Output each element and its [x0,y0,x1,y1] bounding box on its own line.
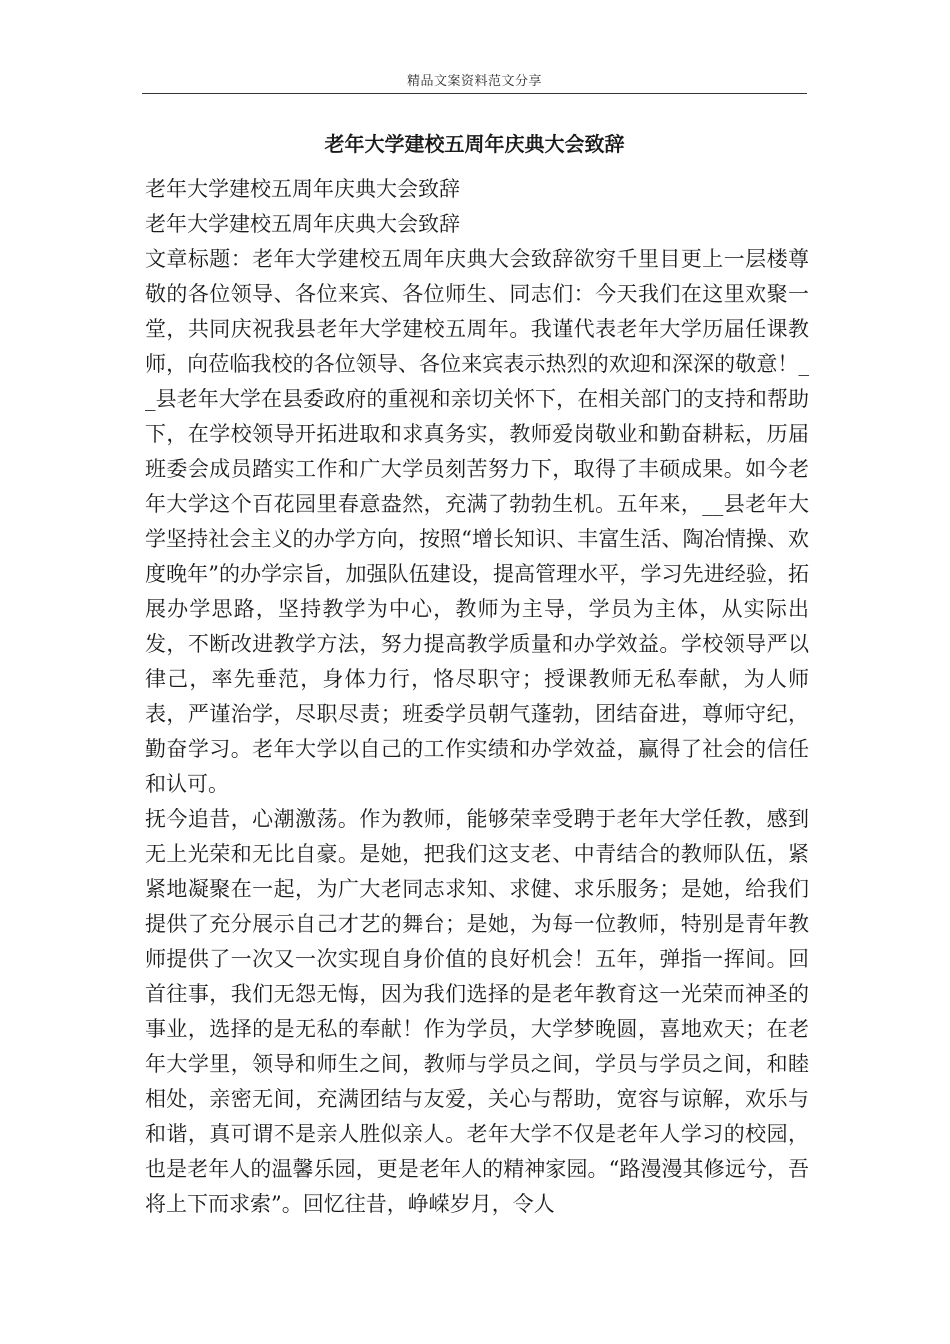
paragraph: 老年大学建校五周年庆典大会致辞 [145,212,460,236]
paragraph: 老年大学建校五周年庆典大会致辞 [145,177,460,201]
paragraph: 文章标题：老年大学建校五周年庆典大会致辞欲穷千里目更上一层楼尊敬的各位领导、各位来宾、各位师生、同志们：今天我们在这里欢聚一堂，共同庆祝我县老年大学建校五周年。我谨代表老年大学历届任课教师，向莅临我校的各位领导、各位来宾表示热烈的欢迎和深深的敬意！__县老年大学在县委政府的重视和亲切关怀下，在相关部门的支持和帮助下，在学校领导开拓进取和求真务实，教师爱岗敬业和勤奋耕耘，历届班委会成员踏实工作和广大学员刻苦努力下，取得了丰硕成果。如今老年大学这个百花园里春意盎然，充满了勃勃生机。五年来，__县老年大学坚持社会主义的办学方向，按照“增长知识、丰富生活、陶冶情操、欢度晚年”的办学宗旨，加强队伍建设，提高管理水平，学习先进经验，拓展办学思路，坚持教学为中心，教师为主导，学员为主体，从实际出发，不断改进教学方法，努力提高教学质量和办学效益。学校领导严以律己，率先垂范，身体力行，恪尽职守；授课教师无私奉献，为人师表，严谨治学，尽职尽责；班委学员朝气蓬勃，团结奋进，尊师守纪，勤奋学习。老年大学以自己的工作实绩和办学效益，赢得了社会的信任和认可。 [145,247,809,796]
paragraph: 抚今追昔，心潮激荡。作为教师，能够荣幸受聘于老年大学任教，感到无上光荣和无比自豪。是她，把我们这支老、中青结合的教师队伍，紧紧地凝聚在一起，为广大老同志求知、求健、求乐服务；是她，给我们提供了充分展示自己才艺的舞台；是她，为每一位教师，特别是青年教师提供了一次又一次实现自身价值的良好机会！五年，弹指一挥间。回首往事，我们无怨无悔，因为我们选择的是老年教育这一光荣而神圣的事业，选择的是无私的奉献！作为学员，大学梦晚圆，喜地欢天；在老年大学里，领导和师生之间，教师与学员之间，学员与学员之间，和睦相处，亲密无间，充满团结与友爱，关心与帮助，宽容与谅解，欢乐与和谐，真可谓不是亲人胜似亲人。老年大学不仅是老年人学习的校园，也是老年人的温馨乐园，更是老年人的精神家园。“路漫漫其修远兮，吾将上下而求索”。回忆往昔，峥嵘岁月，令人 [145,807,809,1216]
page-header: 精品文案资料范文分享 [406,74,542,89]
document-title: 老年大学建校五周年庆典大会致辞 [324,132,625,156]
header-divider [142,93,807,94]
document-body [145,172,809,1222]
